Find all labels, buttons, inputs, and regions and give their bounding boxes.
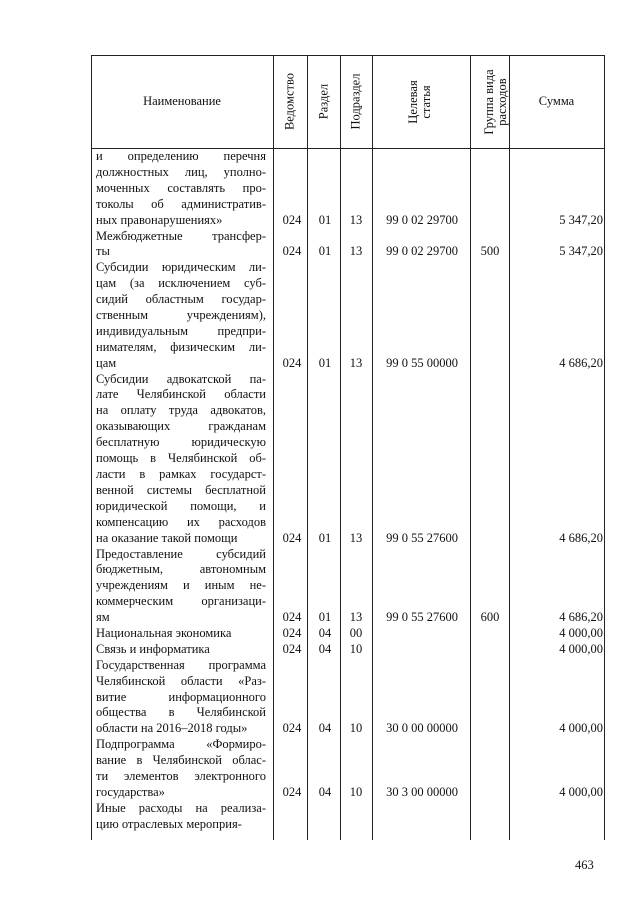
row-celevaya-statya: 99 0 55 27600	[386, 530, 458, 545]
row-summa: 5 347,20	[559, 244, 603, 259]
row-name-line: ям	[96, 610, 110, 625]
row-podrazdel: 10	[349, 721, 363, 736]
row-name-line: Межбюджетные трансфер-	[96, 228, 266, 243]
row-name-line: цию отраслевых мероприя-	[96, 816, 242, 831]
row-name-line: Подпрограмма «Формиро-	[96, 737, 266, 752]
row-name-line: коммерческим организаци-	[96, 594, 266, 609]
row-name-line: ственным учреждениям),	[96, 307, 266, 322]
row-podrazdel: 13	[349, 244, 363, 259]
row-name-line: помощь в Челябинской об-	[96, 451, 266, 466]
row-vedomstvo: 024	[282, 244, 302, 259]
row-vedomstvo: 024	[282, 721, 302, 736]
row-celevaya-statya: 99 0 02 29700	[386, 244, 458, 259]
row-name	[96, 801, 266, 833]
row-name-line: области на 2016–2018 годы»	[96, 721, 248, 736]
row-name	[96, 642, 266, 658]
row-name-line: компенсацию их расходов	[96, 514, 266, 529]
row-name	[96, 658, 266, 737]
row-name-line: венной системы бесплатной	[96, 482, 266, 497]
row-podrazdel: 00	[349, 626, 363, 640]
header-vedomstvo: Ведомство	[282, 72, 297, 131]
row-name-line: Связь и информатика	[96, 641, 210, 656]
row-name-line: Иные расходы на реализа-	[96, 800, 266, 815]
row-celevaya-statya: 99 0 55 27600	[386, 610, 458, 625]
row-razdel: 04	[318, 785, 332, 799]
row-name-line: витие информационного	[96, 689, 266, 704]
table-right-border	[604, 55, 605, 840]
row-razdel: 01	[318, 610, 332, 625]
row-vedomstvo: 024	[282, 785, 302, 799]
header-summa: Сумма	[538, 94, 575, 108]
header-gruppa-vida-rashodov: Группа вида расходов	[482, 69, 509, 135]
column-divider	[307, 55, 308, 840]
row-summa: 4 000,00	[559, 721, 603, 736]
header-podrazdel: Подраздел	[348, 73, 363, 130]
row-celevaya-statya: 99 0 55 00000	[386, 355, 458, 370]
row-celevaya-statya: 99 0 02 29700	[386, 212, 458, 227]
row-name-line: государства»	[96, 784, 165, 799]
row-name-line: индивидуальным предпри-	[96, 323, 266, 338]
row-name-line: ных правонарушениях»	[96, 212, 223, 227]
row-name	[96, 626, 266, 642]
row-vedomstvo: 024	[282, 626, 302, 640]
row-podrazdel: 10	[349, 785, 363, 799]
row-name-line: токолы об административ-	[96, 196, 266, 211]
row-razdel: 04	[318, 626, 332, 640]
row-name-line: ты	[96, 244, 110, 259]
row-celevaya-statya: 30 3 00 00000	[386, 785, 458, 799]
row-podrazdel: 13	[349, 355, 363, 370]
header-celevaya-statya: Целевая статья	[406, 80, 433, 124]
row-podrazdel: 13	[349, 610, 363, 625]
row-name-line: Субсидии юридическим ли-	[96, 260, 266, 275]
row-name-line: Субсидии адвокатской па-	[96, 371, 266, 386]
row-name-line: моченных составлять про-	[96, 180, 266, 195]
row-vedomstvo: 024	[282, 641, 302, 656]
row-razdel: 01	[318, 355, 332, 370]
row-name-line: ти элементов электронного	[96, 769, 266, 784]
row-podrazdel: 13	[349, 212, 363, 227]
row-name-line: Предоставление субсидий	[96, 546, 266, 561]
row-name	[96, 229, 266, 261]
row-name-line: должностных лиц, уполно-	[96, 164, 266, 179]
table-top-border	[91, 55, 605, 56]
row-razdel: 01	[318, 530, 332, 545]
row-name-line: и определению перечня	[96, 149, 266, 163]
row-name-line: сидий областным государ-	[96, 292, 266, 307]
page-number: 463	[575, 858, 594, 872]
row-name-line: Челябинской области «Раз-	[96, 673, 266, 688]
header-razdel: Раздел	[316, 83, 331, 120]
row-name-line: общества в Челябинской	[96, 705, 266, 720]
row-name-line: бюджетным, автономным	[96, 562, 266, 577]
row-summa: 4 000,00	[559, 641, 603, 656]
row-vedomstvo: 024	[282, 355, 302, 370]
row-name-line: бесплатную юридическую	[96, 435, 266, 450]
row-name-line: юридической помощи, и	[96, 498, 266, 513]
row-summa: 4 686,20	[559, 355, 603, 370]
row-name-line: цам (за исключением суб-	[96, 276, 266, 291]
row-name	[96, 737, 266, 801]
row-name-line: оказывающих гражданам	[96, 419, 266, 434]
row-vedomstvo: 024	[282, 530, 302, 545]
budget-table	[91, 55, 605, 840]
row-podrazdel: 13	[349, 530, 363, 545]
row-summa: 4 686,20	[559, 530, 603, 545]
row-celevaya-statya: 30 0 00 00000	[386, 721, 458, 736]
column-divider	[273, 55, 274, 840]
row-name-line: нимателям, физическим ли-	[96, 339, 266, 354]
row-summa: 4 000,00	[559, 626, 603, 640]
row-summa: 4 686,20	[559, 610, 603, 625]
row-name-line: цам	[96, 355, 117, 370]
row-summa: 5 347,20	[559, 212, 603, 227]
row-name-line: вание в Челябинской облас-	[96, 753, 266, 768]
row-vedomstvo: 024	[282, 212, 302, 227]
row-name	[96, 260, 266, 371]
row-gruppa-vida-rashodov: 600	[480, 610, 500, 625]
row-name	[96, 149, 266, 228]
row-name-line: на оказание такой помощи	[96, 530, 238, 545]
row-podrazdel: 10	[349, 641, 363, 656]
row-name-line: лате Челябинской области	[96, 387, 266, 402]
table-left-border	[91, 55, 92, 840]
row-name	[96, 547, 266, 626]
header-naimenovanie: Наименование	[143, 94, 221, 108]
row-name-line: на оплату труда адвокатов,	[96, 403, 266, 418]
row-name	[96, 372, 266, 547]
row-name-line: ласти в рамках государст-	[96, 466, 266, 481]
row-gruppa-vida-rashodov: 500	[480, 244, 500, 259]
row-razdel: 01	[318, 244, 332, 259]
row-name-line: Государственная программа	[96, 657, 266, 672]
row-razdel: 04	[318, 721, 332, 736]
row-summa: 4 000,00	[559, 785, 603, 799]
row-name-line: учреждениям и иным не-	[96, 578, 266, 593]
row-razdel: 04	[318, 641, 332, 656]
row-name-line: Национальная экономика	[96, 626, 232, 640]
row-vedomstvo: 024	[282, 610, 302, 625]
row-razdel: 01	[318, 212, 332, 227]
